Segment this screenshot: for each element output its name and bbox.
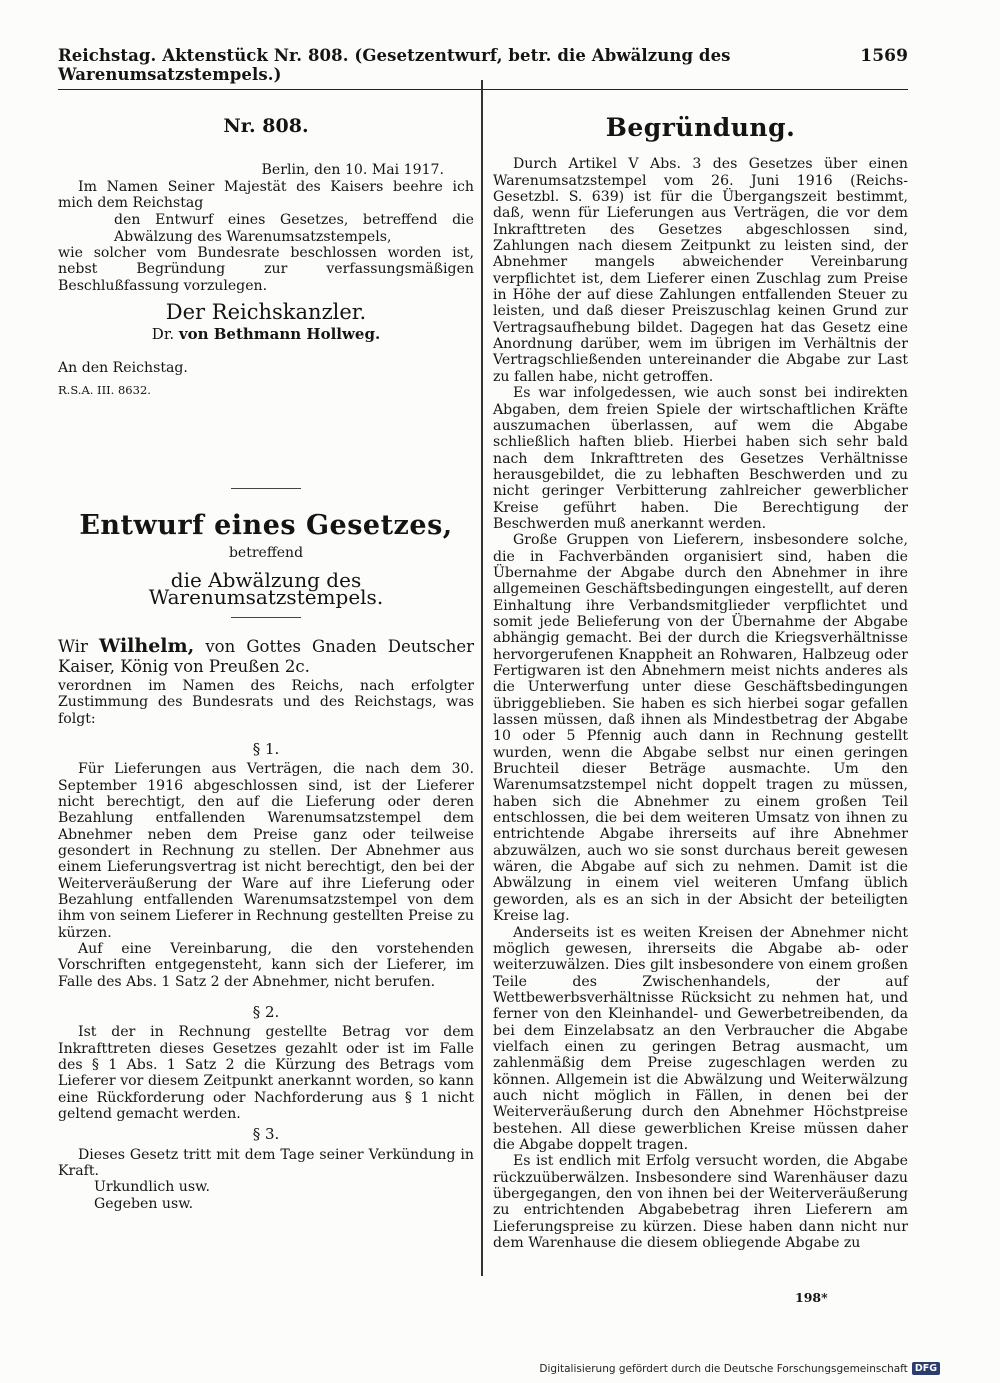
bill-betreffend: betreffend	[228, 544, 304, 561]
signature-line	[58, 326, 474, 342]
justification-paragraph-3: Große Gruppen von Lieferern, insbesondere solche, die in Fachverbänden organisiert sind, haben die Übernahme der Abgabe durch den Abnehmer in ihre allgemeinen Geschäftsbedingungen eingestellt, auf deren Einhaltung ihre Verbandsmitglieder verpflichtet und somit jede Belieferung von der Übernahme der Abgabe abhängig gemacht. Bei der durch die Kriegsverhältnisse hervorgerufenen Knappheit an Rohwaren, Halbzeug oder Fertigwaren ist den Abnehmern meist nichts anderes als die Unterwerfung unter diese Geschäftsbedingungen übriggeblieben. Sie haben es sich hierbei sogar gefallen lassen müssen, daß ihnen als Mindestbetrag der Abgabe 10 oder 5 Pfennig auch dann in Rechnung gestellt wurden, wenn die Abgabe selbst nur einen geringen Bruchteil dieser Beträge ausmachte. Um den Warenumsatzstempel nicht doppelt tragen zu müssen, haben sich die Abnehmer zu einem großen Teil entschlossen, die bei dem weiteren Umsatz von ihnen zu entrichtende Abgabe ihrerseits auf ihre Abnehmer abzuwälzen, auch wo sie sonst durchaus bereit gewesen wären, die Abgabe auf sich zu nehmen. Damit ist die Abwälzung in einem viel weiteren Umfang üblich geworden, als es an sich in der Absicht der beteiligten Kreise lag.	[493, 532, 908, 925]
justification-paragraph-1: Durch Artikel V Abs. 3 des Gesetzes über einen Warenumsatzstempel vom 26. Juni 1916 (Reichs-Gesetzbl. S. 639) ist für die Übergangszeit bestimmt, daß, wenn für Lieferungen aus Verträgen, die vor dem Inkrafttreten des Gesetzes abgeschlossen sind, Zahlungen nach diesem Zeitpunkt zu leisten sind, der Abnehmer mangels abweichender Vereinbarung verpflichtet ist, dem Lieferer einen Zuschlag zum Preise in Höhe der auf diese Zahlungen entfallenden Steuer zu leisten, und daß dieser Preiszuschlag keinen Grund zur Vertragsaufhebung bildet. Dagegen hat das Gesetz eine Anordnung darüber, wem im übrigen im Verhältnis der Vertragschließenden untereinander die Abgabe zur Last zu fallen habe, nicht getroffen.	[493, 156, 908, 385]
separator-rule	[231, 488, 301, 489]
justification-paragraph-2: Es war infolgedessen, wie auch sonst bei indirekten Abgaben, dem freien Spiele der wirtschaftlichen Kräfte auszumachen überlassen, auf wem die Abgabe schließlich haften blieb. Hierbei haben sich sehr bald nach dem Inkrafttreten des Gesetzes Verhältnisse herausgebildet, die zu lebhaften Beschwerden und zu nicht geringer Verbitterung zahlreicher gewerblicher Kreise geführt haben. Die Berechtigung der Beschwerden muß anerkannt werden.	[493, 385, 908, 532]
separator-rule-2	[231, 617, 301, 618]
section-2-heading: § 2.	[252, 1003, 280, 1022]
signatory-title: Der Reichskanzler.	[165, 300, 367, 325]
section-3-paragraph: Dieses Gesetz tritt mit dem Tage seiner Verkündung in Kraft.	[58, 1146, 474, 1180]
section-1-paragraph-1: Für Lieferungen aus Verträgen, die nach dem 30. September 1916 abgeschlossen sind, ist der Lieferer nicht berechtigt, den auf die Lieferung oder deren Bezahlung entfallenden Warenumsatzstempel dem Abnehmer neben dem Preise ganz oder teilweise gesondert in Rechnung zu stellen. Der Abnehmer aus einem Lieferungsvertrag ist nicht berechtigt, den bei der Weiterveräußerung der Ware auf ihre Lieferung oder Bezahlung entfallenden Warenumsatzstempel von dem ihm von seinem Lieferer in Rechnung gestellten Preise zu kürzen.	[58, 761, 474, 941]
section-2-paragraph: Ist der in Rechnung gestellte Betrag vor dem Inkrafttreten dieses Gesetzes gezahlt oder ist im Falle des § 1 Abs. 1 Satz 2 die Kürzung des Betrags vom Lieferer vor diesem Zeitpunkt anerkannt worden, so kann eine Rückforderung oder Nachforderung aus § 1 nicht geltend gemacht werden.	[58, 1024, 474, 1123]
page-number: 1569	[860, 46, 908, 66]
section-1-heading: § 1.	[252, 739, 280, 758]
signature-name: von Bethmann Hollweg.	[178, 325, 381, 344]
closing-line-2: Gegeben usw.	[94, 1195, 194, 1212]
closing-line-1: Urkundlich usw.	[94, 1179, 210, 1196]
reference-number: R.S.A. III. 8632.	[58, 383, 151, 398]
intro-continuation: wie solcher vom Bundesrate beschlossen worden ist, nebst Begründung zur verfassungsmäßigen Beschlußfassung vorzulegen.	[58, 245, 474, 294]
signature-prefix: Dr.	[151, 325, 175, 344]
dfg-logo-icon: DFG	[912, 1362, 940, 1375]
emperor-name: Wilhelm,	[98, 634, 195, 657]
header-title: Reichstag. Aktenstück Nr. 808. (Gesetzentwurf, betr. die Abwälzung des Warenumsatzstempels.)	[58, 46, 731, 84]
quoted-bill-title: den Entwurf eines Gesetzes, betreffend die Abwälzung des Warenumsatzstempels,	[114, 212, 474, 245]
enacting-rest: von Gottes Gnaden Deutscher Kaiser, König von Preußen 2c.	[58, 636, 474, 676]
section-3-heading: § 3.	[252, 1125, 280, 1144]
justification-title: Begründung.	[605, 113, 796, 142]
right-column	[493, 80, 908, 1251]
bill-subtitle: die Abwälzung des Warenumsatzstempels.	[148, 568, 384, 609]
enacting-formula	[58, 636, 474, 677]
justification-paragraph-4: Anderseits ist es weiten Kreisen der Abnehmer nicht möglich gewesen, ihrerseits die Abgabe ab- oder weiterzuwälzen. Dies gilt insbesondere von einem großen Teile des Zwischenhandels, der auf Wettbewerbsverhältnisse Rücksicht zu nehmen hat, und ferner von den Kleinhandel- und Gewerbetreibenden, da bei dem Einzelabsatz an den Verbraucher die Abgabe vielfach einen zu geringen Betrag ausmacht, um zahlenmäßig dem Preise zugeschlagen werden zu können. Allgemein ist die Abwälzung und Weiterwälzung auch nicht möglich in Fällen, in denen bei der Weiterveräußerung durch den Abnehmer Höchstpreise bestehen. All diese gewerblichen Kreise müssen daher die Abgabe doppelt tragen.	[493, 924, 908, 1153]
enacting-prefix: Wir	[58, 636, 88, 656]
footer-text: Digitalisierung gefördert durch die Deutsche Forschungsgemeinschaft	[539, 1362, 908, 1375]
justification-paragraph-5: Es ist endlich mit Erfolg versucht worden, die Abgabe rückzuüberwälzen. Insbesondere sind Warenhäuser dazu übergegangen, den von ihnen bei der Weiterveräußerung zu entrichtenden Abgabebetrag ihren Lieferern am Lieferungspreise zu kürzen. Diese haben dann nicht nur dem Warenhause die diesem obliegende Abgabe zu	[493, 1153, 908, 1252]
intro-text: Im Namen Seiner Majestät des Kaisers beehre ich mich dem Reichstag	[58, 178, 474, 212]
enacting-clause: verordnen im Namen des Reichs, nach erfolgter Zustimmung des Bundesrats und des Reichstags, was folgt:	[58, 677, 474, 727]
column-divider	[481, 80, 483, 1276]
sheet-mark: 198*	[795, 1290, 828, 1305]
addressee: An den Reichstag.	[58, 359, 188, 376]
document-number: Nr. 808.	[223, 115, 309, 137]
funding-footer	[539, 1362, 940, 1375]
bill-title: Entwurf eines Gesetzes,	[79, 510, 453, 542]
date-line: Berlin, den 10. Mai 1917.	[261, 162, 444, 179]
left-column	[58, 80, 474, 1212]
section-1-paragraph-2: Auf eine Vereinbarung, die den vorstehenden Vorschriften entgegensteht, kann sich der Lieferer, im Falle des Abs. 1 Satz 2 der Abnehmer, nicht berufen.	[58, 941, 474, 990]
